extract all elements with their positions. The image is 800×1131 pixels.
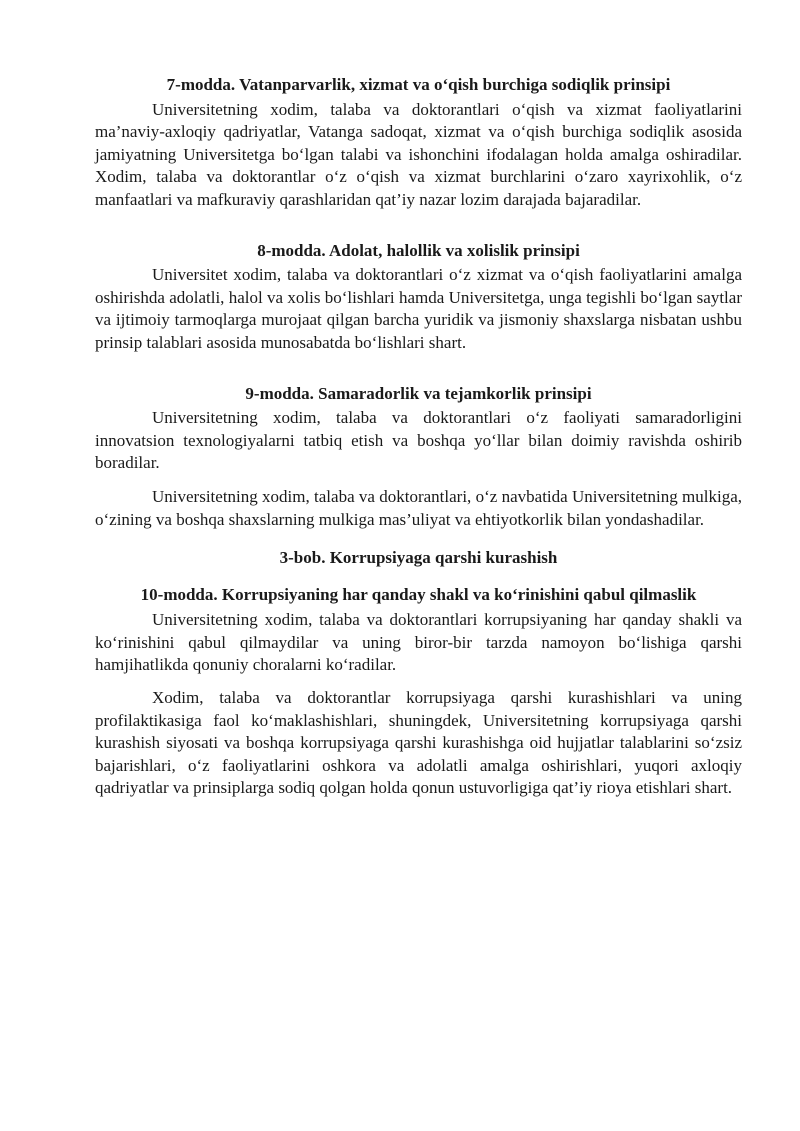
document-page	[95, 74, 742, 800]
article-8-paragraph: Universitet xodim, talaba va doktorantlari o‘z xizmat va o‘qish faoliyatlarini amalga oshirishda adolatli, halol va xolis bo‘lishlari hamda Universitetga, unga tegishli bo‘lgan saytlar va ijtimoiy tarmoqlarga murojaat qilgan barcha yuridik va jismoniy shaxslarga nisbatan ushbu prinsip talablari asosida munosabatda bo‘lishlari shart.	[95, 265, 742, 352]
article-10-heading: 10-modda. Korrupsiyaning har qanday shakl va ko‘rinishini qabul qilmaslik	[140, 584, 697, 604]
article-10-paragraph-2: Xodim, talaba va doktorantlar korrupsiyaga qarshi kurashishlari va uning profilaktikasiga faol ko‘maklashishlari, shuningdek, Universitetning korrupsiyaga qarshi kurashish siyosati va boshqa korrupsiyaga qarshi kurashishga oid hujjatlar talablarini so‘zsiz bajarishlari, o‘z faoliyatlarini oshkora va adolatli amalga oshirishlari, yuqori axloqiy qadriyatlar va prinsiplarga sodiq qolgan holda qonun ustuvorligiga qat’iy rioya etishlari shart.	[95, 688, 742, 798]
article-9-paragraph-2: Universitetning xodim, talaba va doktorantlari, o‘z navbatida Universitetning mulkiga, o‘zining va boshqa shaxslarning mulkiga mas’uliyat va ehtiyotkorlik bilan yondashadilar.	[95, 486, 742, 529]
article-9-paragraph-1: Universitetning xodim, talaba va doktorantlari o‘z faoliyati samaradorligini innovatsion texnologiyalarni tatbiq etish va boshqa yo‘llar bilan doimiy ravishda oshirib boradilar.	[95, 408, 742, 473]
article-7-paragraph: Universitetning xodim, talaba va doktorantlari o‘qish va xizmat faoliyatlarini ma’naviy-axloqiy qadriyatlar, Vatanga sadoqat, xizmat va o‘qish burchiga sodiqlik asosida jamiyatning Universitetga bo‘lgan talabi va ishonchini ifodalagan holda amalga oshiradilar. Xodim, talaba va doktorantlar o‘z o‘qish va xizmat burchlarini o‘zaro xayrixohlik, o‘z manfaatlari va mafkuraviy qarashlaridan qat’iy nazar lozim darajada bajaradilar.	[95, 99, 742, 209]
article-10-paragraph-1: Universitetning xodim, talaba va doktorantlari korrupsiyaning har qanday shakli va ko‘rinishini qabul qilmaydilar va uning biror-bir tarzda namoyon bo‘lishiga qarshi hamjihatlikda qonuniy choralarni ko‘radilar.	[95, 610, 742, 675]
article-8-heading: 8-modda. Adolat, halollik va xolislik prinsipi	[257, 240, 580, 260]
article-9-heading: 9-modda. Samaradorlik va tejamkorlik prinsipi	[245, 383, 592, 403]
article-7-heading: 7-modda. Vatanparvarlik, xizmat va o‘qish burchiga sodiqlik prinsipi	[166, 75, 671, 94]
chapter-3-heading: 3-bob. Korrupsiyaga qarshi kurashish	[279, 548, 558, 568]
